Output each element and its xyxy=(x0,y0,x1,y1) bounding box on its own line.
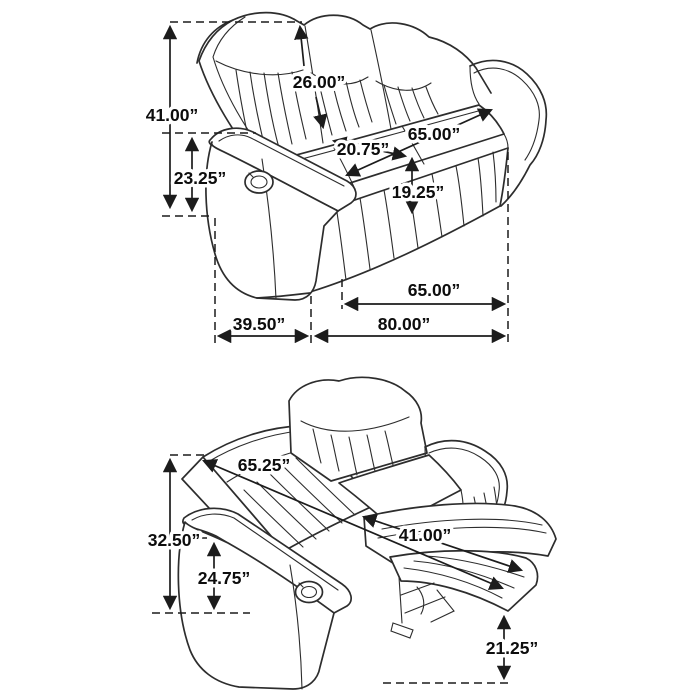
sofa-left-arm xyxy=(206,128,356,300)
extended-footrest xyxy=(364,503,556,611)
dim-overall-depth-label: 39.50” xyxy=(232,314,286,334)
dim-footrest-length-label: 41.00” xyxy=(398,525,452,545)
dim-seat-depth-label: 20.75” xyxy=(336,139,390,159)
dim-seat-width-label: 65.00” xyxy=(407,124,461,144)
dim-back-height-label: 26.00” xyxy=(292,72,346,92)
recliner-handle-icon xyxy=(245,171,273,193)
dim-back-height-line-up xyxy=(300,27,304,66)
dim-footrest-height-label: 21.25” xyxy=(485,638,539,658)
dim-seat-height-label: 19.25” xyxy=(391,182,445,202)
dim-inside-width-label: 65.00” xyxy=(407,280,461,300)
dim-reclined-length-label: 65.25” xyxy=(237,455,291,475)
loveseat-left-arm xyxy=(178,508,351,689)
dim-arm-height-label: 23.25” xyxy=(173,168,227,188)
sofa-base-rail xyxy=(310,148,508,292)
dim-reclined-back-height-label: 32.50” xyxy=(147,530,201,550)
dim-arm-height-reclined-label: 24.75” xyxy=(197,568,251,588)
dim-overall-height-label: 41.00” xyxy=(145,105,199,125)
recliner-handle-icon xyxy=(296,582,323,603)
dim-overall-width-label: 80.00” xyxy=(377,314,431,334)
